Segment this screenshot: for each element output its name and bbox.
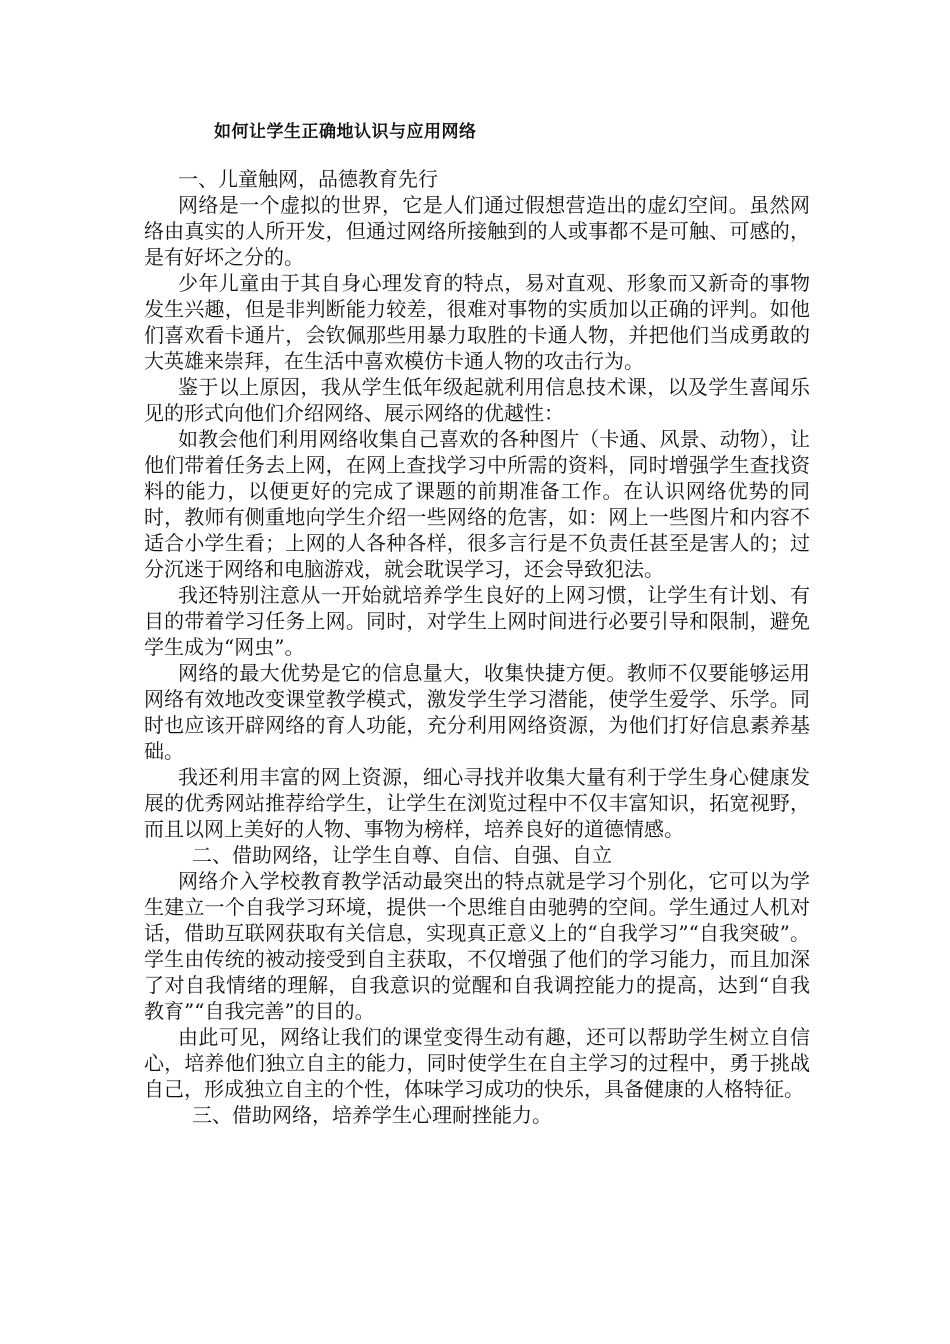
section-heading: 一、儿童触网，品德教育先行 bbox=[178, 167, 438, 191]
section-heading: 二、借助网络，让学生自尊、自信、自强、自立 bbox=[192, 843, 612, 867]
document-page bbox=[144, 120, 810, 1128]
paragraph: 我还特别注意从一开始就培养学生良好的上网习惯，让学生有计划、有目的带着学习任务上网。同时，对学生上网时间进行必要引导和限制，避免学生成为“网虫”。 bbox=[144, 583, 810, 659]
paragraph: 少年儿童由于其自身心理发育的特点，易对直观、形象而又新奇的事物发生兴趣，但是非判断能力较差，很难对事物的实质加以正确的评判。如他们喜欢看卡通片，会钦佩那些用暴力取胜的卡通人物，并把他们当成勇敢的大英雄来崇拜，在生活中喜欢模仿卡通人物的攻击行为。 bbox=[144, 271, 810, 373]
paragraph: 我还利用丰富的网上资源，细心寻找并收集大量有利于学生身心健康发展的优秀网站推荐给学生，让学生在浏览过程中不仅丰富知识，拓宽视野，而且以网上美好的人物、事物为榜样，培养良好的道德情感。 bbox=[144, 765, 810, 841]
section-heading: 三、借助网络，培养学生心理耐挫能力。 bbox=[192, 1103, 552, 1127]
section-2 bbox=[144, 842, 810, 1102]
paragraph: 鉴于以上原因，我从学生低年级起就利用信息技术课，以及学生喜闻乐见的形式向他们介绍网络、展示网络的优越性： bbox=[144, 375, 810, 425]
document-title: 如何让学生正确地认识与应用网络 bbox=[214, 122, 477, 142]
paragraph: 如教会他们利用网络收集自己喜欢的各种图片（卡通、风景、动物），让他们带着任务去上网，在网上查找学习中所需的资料，同时增强学生查找资料的能力，以便更好的完成了课题的前期准备工作。在认识网络优势的同时，教师有侧重地向学生介绍一些网络的危害，如：网上一些图片和内容不适合小学生看；上网的人各种各样，很多言行是不负责任甚至是害人的；过分沉迷于网络和电脑游戏，就会耽误学习，还会导致犯法。 bbox=[144, 427, 810, 581]
paragraph: 网络是一个虚拟的世界，它是人们通过假想营造出的虚幻空间。虽然网络由真实的人所开发，但通过网络所接触到的人或事都不是可触、可感的，是有好坏之分的。 bbox=[144, 193, 810, 269]
paragraph: 网络介入学校教育教学活动最突出的特点就是学习个别化，它可以为学生建立一个自我学习环境，提供一个思维自由驰骋的空间。学生通过人机对话，借助互联网获取有关信息，实现真正意义上的“自我学习”“自我突破”。学生由传统的被动接受到自主获取，不仅增强了他们的学习能力，而且加深了对自我情绪的理解，自我意识的觉醒和自我调控能力的提高，达到“自我教育”“自我完善”的目的。 bbox=[144, 869, 810, 1023]
paragraph: 网络的最大优势是它的信息量大，收集快捷方便。教师不仅要能够运用网络有效地改变课堂教学模式，激发学生学习潜能，使学生爱学、乐学。同时也应该开辟网络的育人功能，充分利用网络资源，为他们打好信息素养基础。 bbox=[144, 661, 810, 763]
paragraph: 由此可见，网络让我们的课堂变得生动有趣，还可以帮助学生树立自信心，培养他们独立自主的能力，同时使学生在自主学习的过程中，勇于挑战自己，形成独立自主的个性，体味学习成功的快乐，具备健康的人格特征。 bbox=[144, 1025, 810, 1101]
section-3 bbox=[144, 1102, 810, 1128]
section-1 bbox=[144, 166, 810, 842]
